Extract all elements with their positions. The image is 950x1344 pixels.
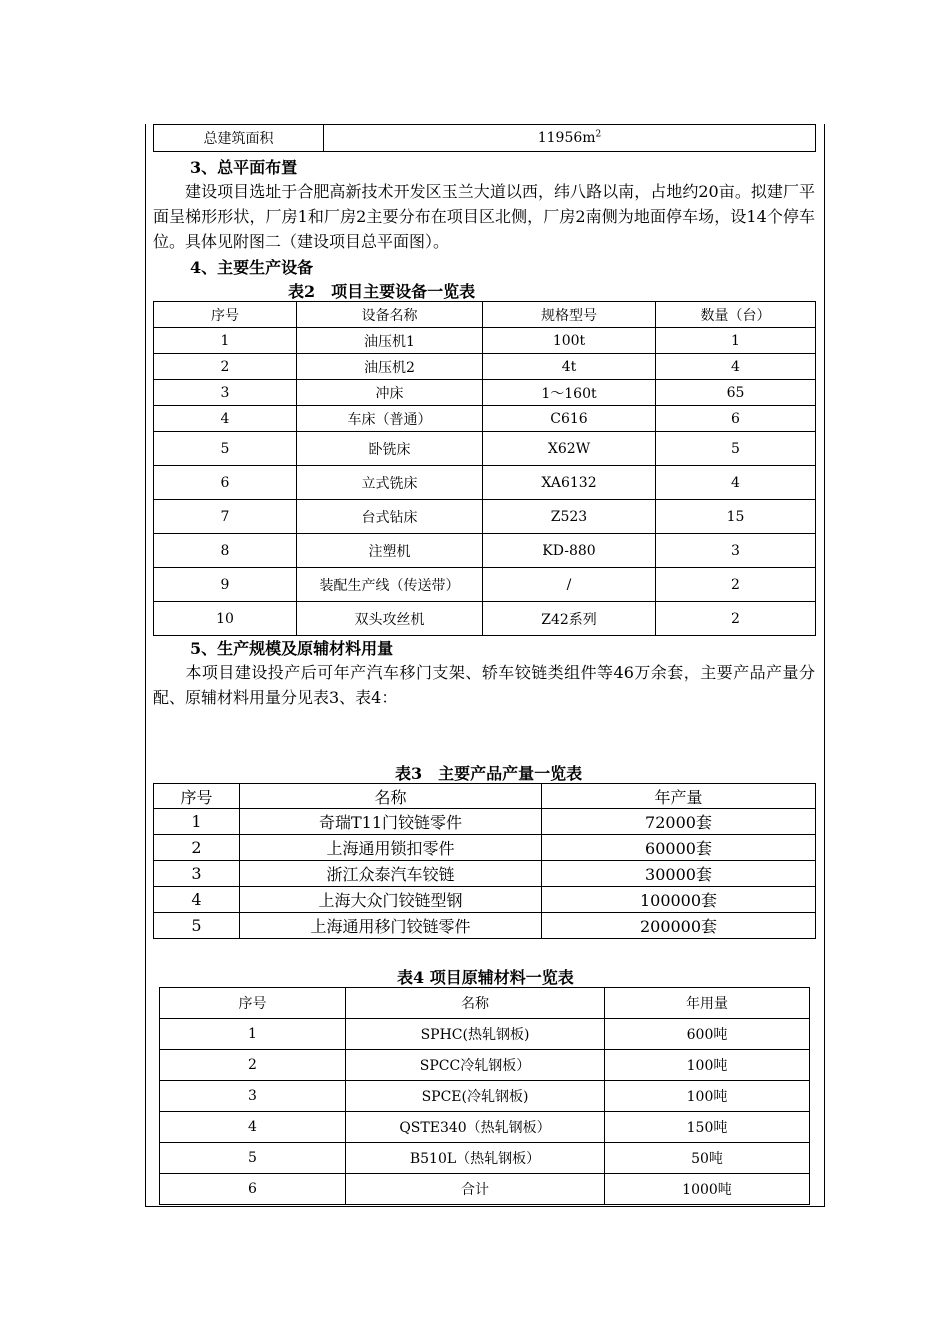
table-cell: 100吨 [605,1050,810,1081]
table-row [154,809,816,835]
table-row [160,1081,810,1112]
col-header: 设备名称 [297,302,483,328]
table-cell: 台式钻床 [297,500,483,534]
section3-heading: 3、总平面布置 [190,158,298,177]
table-row [154,861,816,887]
col-header: 规格型号 [483,302,656,328]
table-cell: 4 [154,406,297,432]
table-cell: 6 [154,466,297,500]
table-row [160,1143,810,1174]
col-header: 年产量 [542,784,816,809]
section5-heading: 5、生产规模及原辅材料用量 [190,639,394,658]
table-cell: 双头攻丝机 [297,602,483,636]
table-row [160,1019,810,1050]
table-cell: 冲床 [297,380,483,406]
section5-paragraph: 本项目建设投产后可年产汽车移门支架、轿车铰链类组件等46万余套，主要产品产量分配、原辅材料用量分见表3、表4： [153,663,815,707]
col-header: 名称 [346,988,605,1019]
table-cell: 15 [656,500,816,534]
table-cell: 2 [154,835,240,861]
table-row [154,354,816,380]
product-output-table [153,783,816,939]
col-header: 年用量 [605,988,810,1019]
table-cell: XA6132 [483,466,656,500]
table-row [154,406,816,432]
building-area-label: 总建筑面积 [154,125,324,152]
table-cell: 5 [154,913,240,939]
table-cell: 30000套 [542,861,816,887]
table-cell: 油压机2 [297,354,483,380]
table-cell: 4 [160,1112,346,1143]
table-cell: C616 [483,406,656,432]
table-cell: 5 [160,1143,346,1174]
table-cell: 上海大众门铰链型钢 [240,887,542,913]
col-header: 序号 [154,302,297,328]
table-cell: SPHC(热轧钢板) [346,1019,605,1050]
equipment-header-row [154,302,816,328]
table-cell: 6 [160,1174,346,1205]
table-cell: 8 [154,534,297,568]
table-cell: 1～160t [483,380,656,406]
table-cell: 600吨 [605,1019,810,1050]
table-cell: 6 [656,406,816,432]
table-row [154,466,816,500]
table-row [160,1174,810,1205]
table-cell: 4 [154,887,240,913]
building-area-table [153,124,816,152]
product-header-row [154,784,816,809]
table-cell: 4t [483,354,656,380]
table-cell: 150吨 [605,1112,810,1143]
building-area-value: $11956m^2$ [324,125,816,152]
table-cell: 1 [656,328,816,354]
table-cell: 油压机1 [297,328,483,354]
table-cell: 5 [656,432,816,466]
table-cell: 1 [154,328,297,354]
table4-title: 表4 项目原辅材料一览表 [397,968,574,987]
table-cell: 50吨 [605,1143,810,1174]
table2-title: 表2 项目主要设备一览表 [288,282,476,301]
table-cell: 72000套 [542,809,816,835]
table-cell: SPCE(冷轧钢板) [346,1081,605,1112]
table-cell: 3 [154,380,297,406]
table-cell: 注塑机 [297,534,483,568]
table-cell: 车床（普通） [297,406,483,432]
table-cell: 10 [154,602,297,636]
table-cell: 9 [154,568,297,602]
table-cell: 3 [160,1081,346,1112]
table-cell: X62W [483,432,656,466]
table-row [154,432,816,466]
table-cell: 奇瑞T11门铰链零件 [240,809,542,835]
table-cell: QSTE340（热轧钢板） [346,1112,605,1143]
table-cell: 2 [154,354,297,380]
material-header-row [160,988,810,1019]
table-cell: 65 [656,380,816,406]
table-cell: 100000套 [542,887,816,913]
table-cell: 立式铣床 [297,466,483,500]
raw-material-table [159,987,810,1205]
col-header: 名称 [240,784,542,809]
table-cell: Z523 [483,500,656,534]
col-header: 数量（台） [656,302,816,328]
table-cell: 7 [154,500,297,534]
table-cell: 200000套 [542,913,816,939]
table-row [154,328,816,354]
table-row [154,380,816,406]
table-cell: 5 [154,432,297,466]
table-row [154,568,816,602]
table-cell: KD-880 [483,534,656,568]
section3-paragraph: 建设项目选址于合肥高新技术开发区玉兰大道以西，纬八路以南，占地约20亩。拟建厂平面呈梯形形状，厂房1和厂房2主要分布在项目区北侧，厂房2南侧为地面停车场，设14个停车位。具体见附图二（建设项目总平面图）。 [153,182,815,251]
table-row [154,835,816,861]
table-cell: 100吨 [605,1081,810,1112]
equipment-table [153,301,816,636]
table-cell: 60000套 [542,835,816,861]
table-cell: / [483,568,656,602]
table-row [154,602,816,636]
table-cell: 1000吨 [605,1174,810,1205]
table-row [154,913,816,939]
section4-heading: 4、主要生产设备 [190,258,314,277]
table-cell: 2 [656,568,816,602]
table-row [154,500,816,534]
table-cell: 3 [656,534,816,568]
table-cell: 浙江众泰汽车铰链 [240,861,542,887]
table-cell: 1 [154,809,240,835]
table-cell: SPCC冷轧钢板） [346,1050,605,1081]
table-cell: 3 [154,861,240,887]
table3-title: 表3 主要产品产量一览表 [395,764,583,783]
table-cell: 装配生产线（传送带） [297,568,483,602]
table-cell: 4 [656,466,816,500]
table-cell: Z42系列 [483,602,656,636]
table-cell: 2 [160,1050,346,1081]
table-row [160,1050,810,1081]
table-cell: 4 [656,354,816,380]
table-row [154,534,816,568]
col-header: 序号 [154,784,240,809]
table-row [160,1112,810,1143]
table-cell: 上海通用移门铰链零件 [240,913,542,939]
table-cell: B510L（热轧钢板） [346,1143,605,1174]
table-row [154,887,816,913]
col-header: 序号 [160,988,346,1019]
table-cell: 2 [656,602,816,636]
table-cell: 上海通用锁扣零件 [240,835,542,861]
table-cell: 合计 [346,1174,605,1205]
table-cell: 卧铣床 [297,432,483,466]
table-cell: 100t [483,328,656,354]
table-cell: 1 [160,1019,346,1050]
